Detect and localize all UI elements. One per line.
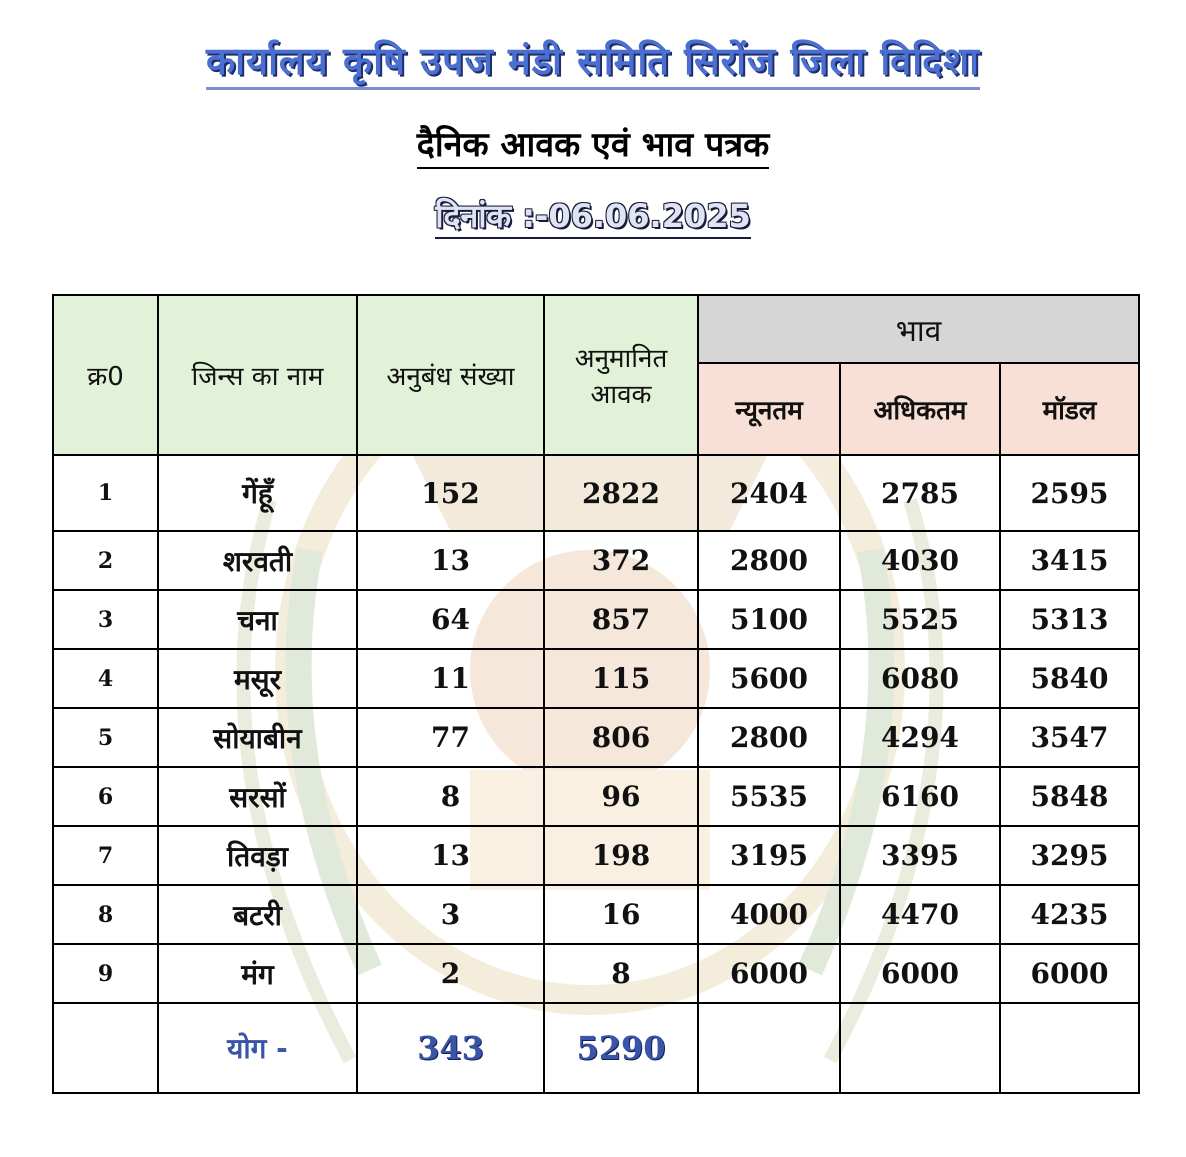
row-arrival: 2822 — [544, 455, 698, 531]
row-min: 2404 — [698, 455, 840, 531]
row-serial: 6 — [53, 767, 158, 826]
row-serial: 8 — [53, 885, 158, 944]
row-crop: चना — [158, 590, 357, 649]
row-serial: 5 — [53, 708, 158, 767]
table-row — [53, 708, 1139, 767]
row-arrival: 198 — [544, 826, 698, 885]
header-arrival: अनुमानित आवक — [544, 295, 698, 455]
row-contracts: 64 — [357, 590, 544, 649]
row-serial: 3 — [53, 590, 158, 649]
table-row — [53, 649, 1139, 708]
row-crop: गेंहूँ — [158, 455, 357, 531]
row-contracts: 2 — [357, 944, 544, 1003]
office-title: कार्यालय कृषि उपज मंडी समिति सिरोंज जिला विदिशा — [0, 34, 1186, 86]
row-arrival: 8 — [544, 944, 698, 1003]
row-arrival: 115 — [544, 649, 698, 708]
row-contracts: 77 — [357, 708, 544, 767]
rates-table — [52, 294, 1140, 1094]
row-max: 5525 — [840, 590, 1000, 649]
row-modal: 5313 — [1000, 590, 1139, 649]
total-min-empty — [698, 1003, 840, 1093]
row-modal: 4235 — [1000, 885, 1139, 944]
table-row — [53, 885, 1139, 944]
row-max: 6080 — [840, 649, 1000, 708]
header-contracts: अनुबंध संख्या — [357, 295, 544, 455]
row-serial: 1 — [53, 455, 158, 531]
row-modal: 5840 — [1000, 649, 1139, 708]
table-row — [53, 944, 1139, 1003]
row-modal: 3415 — [1000, 531, 1139, 590]
total-serial-empty — [53, 1003, 158, 1093]
row-max: 6000 — [840, 944, 1000, 1003]
table-row — [53, 531, 1139, 590]
row-arrival: 96 — [544, 767, 698, 826]
table-row — [53, 590, 1139, 649]
header-serial: क्र0 — [53, 295, 158, 455]
row-crop: मंग — [158, 944, 357, 1003]
table-row — [53, 826, 1139, 885]
row-modal: 3295 — [1000, 826, 1139, 885]
row-contracts: 152 — [357, 455, 544, 531]
total-row — [53, 1003, 1139, 1093]
row-crop: मसूर — [158, 649, 357, 708]
row-min: 5535 — [698, 767, 840, 826]
row-max: 4030 — [840, 531, 1000, 590]
total-label: योग - — [158, 1003, 357, 1093]
table-row — [53, 455, 1139, 531]
row-modal: 6000 — [1000, 944, 1139, 1003]
total-contracts: 343 — [357, 1003, 544, 1093]
row-serial: 9 — [53, 944, 158, 1003]
row-serial: 2 — [53, 531, 158, 590]
row-crop: बटरी — [158, 885, 357, 944]
header-crop: जिन्स का नाम — [158, 295, 357, 455]
row-max: 6160 — [840, 767, 1000, 826]
row-arrival: 16 — [544, 885, 698, 944]
row-crop: शरवती — [158, 531, 357, 590]
row-min: 3195 — [698, 826, 840, 885]
row-arrival: 857 — [544, 590, 698, 649]
row-crop: तिवड़ा — [158, 826, 357, 885]
row-min: 4000 — [698, 885, 840, 944]
row-modal: 3547 — [1000, 708, 1139, 767]
row-min: 2800 — [698, 708, 840, 767]
row-max: 3395 — [840, 826, 1000, 885]
row-contracts: 11 — [357, 649, 544, 708]
total-arrival: 5290 — [544, 1003, 698, 1093]
row-arrival: 372 — [544, 531, 698, 590]
header-min: न्यूनतम — [698, 363, 840, 455]
row-contracts: 13 — [357, 531, 544, 590]
header-modal: मॉडल — [1000, 363, 1139, 455]
row-arrival: 806 — [544, 708, 698, 767]
row-contracts: 8 — [357, 767, 544, 826]
row-min: 5100 — [698, 590, 840, 649]
table-row — [53, 767, 1139, 826]
row-serial: 4 — [53, 649, 158, 708]
row-min: 6000 — [698, 944, 840, 1003]
total-max-empty — [840, 1003, 1000, 1093]
row-max: 2785 — [840, 455, 1000, 531]
row-modal: 5848 — [1000, 767, 1139, 826]
row-contracts: 13 — [357, 826, 544, 885]
report-date: दिनांक :-06.06.2025 — [0, 194, 1186, 237]
total-modal-empty — [1000, 1003, 1139, 1093]
report-title: दैनिक आवक एवं भाव पत्रक — [0, 120, 1186, 166]
row-crop: सोयाबीन — [158, 708, 357, 767]
row-serial: 7 — [53, 826, 158, 885]
header-price-group: भाव — [698, 295, 1139, 363]
row-crop: सरसों — [158, 767, 357, 826]
row-max: 4470 — [840, 885, 1000, 944]
header-max: अधिकतम — [840, 363, 1000, 455]
row-modal: 2595 — [1000, 455, 1139, 531]
row-max: 4294 — [840, 708, 1000, 767]
row-contracts: 3 — [357, 885, 544, 944]
row-min: 2800 — [698, 531, 840, 590]
row-min: 5600 — [698, 649, 840, 708]
